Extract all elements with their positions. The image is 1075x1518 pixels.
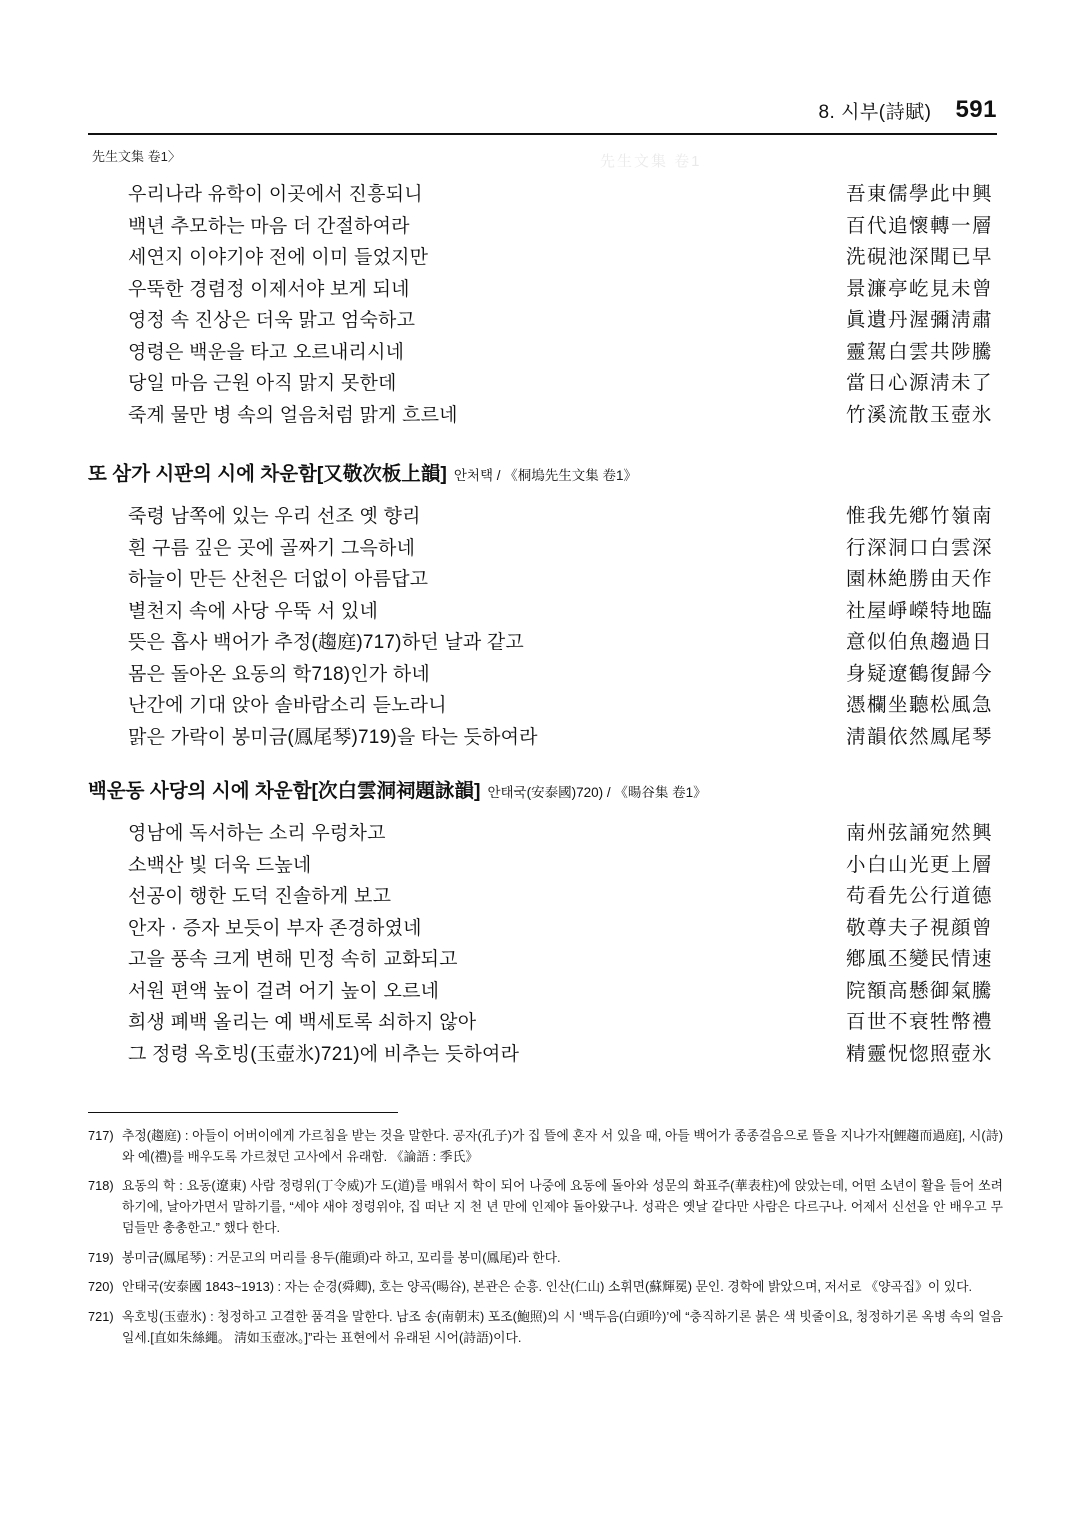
section-heading-korean: 또 삼가 시판의 시에 차운함 — [88, 463, 317, 485]
footnote-number: 721) — [88, 1309, 114, 1325]
couplet-row — [88, 1038, 997, 1070]
hanja-line: 當日心源淸未了 — [845, 372, 993, 394]
footnote-item — [88, 1307, 1003, 1348]
section-heading-hanja: [又敬次板上韻] — [316, 463, 447, 485]
couplet-row — [88, 1006, 997, 1038]
korean-line: 서원 편액 높이 걸려 어기 높이 오르네 — [128, 980, 440, 1002]
footnote-number: 717) — [88, 1128, 114, 1143]
footnote-item — [88, 1176, 1003, 1238]
footnote-text: 옥호빙(玉壺氷) : 청정하고 고결한 품격을 말한다. 남조 송(南朝末) 포조(鮑照)의 시 ‘백두음(白頭吟)’에 “충직하기론 붉은 색 빗줄이요, 청정하기론 옥병 속의 얼음일세.[直如朱絲繩。 淸如玉壺冰。]”라는 표현에서 유래된 시어(詩語)이다. — [122, 1309, 1003, 1345]
korean-line: 몸은 돌아온 요동의 학718)인가 하네 — [128, 663, 430, 685]
korean-line: 세연지 이야기야 전에 이미 들었지만 — [128, 247, 429, 268]
korean-line: 우뚝한 경렴정 이제서야 보게 되네 — [128, 278, 410, 300]
hanja-line: 身疑遼鶴復歸今 — [845, 662, 993, 685]
couplet-list — [88, 178, 997, 430]
footnote-item — [88, 1248, 1003, 1269]
korean-line: 안자 · 증자 보듯이 부자 존경하였네 — [128, 917, 422, 939]
couplet-row — [88, 399, 997, 431]
couplet-row — [88, 532, 997, 564]
couplet-row — [88, 975, 997, 1007]
korean-line: 맑은 가락이 봉미금(鳳尾琴)719)을 타는 듯하여라 — [128, 726, 538, 748]
hanja-line: 敬尊夫子視顔曾 — [845, 916, 993, 939]
footnote-text: 추정(趨庭) : 아들이 어버이에게 가르침을 받는 것을 말한다. 공자(孔子)가 집 뜰에 혼자 서 있을 때, 아들 백어가 종종걸음으로 뜰을 지나가자[鯉趨而過庭], 시(詩)와 예(禮)를 배우도록 가르쳤던 고사에서 유래함. 《論語 : 季氏》 — [122, 1128, 1003, 1164]
poem-section-1 — [88, 178, 997, 430]
hanja-line: 精靈怳惚照壺氷 — [845, 1042, 993, 1065]
footnote-text: 요동의 학 : 요동(遼東) 사람 정령위(丁令威)가 도(道)를 배워서 학이 되어 나중에 요동에 돌아와 성문의 화표주(華表柱)에 앉았는데, 어떤 소년이 활을 들어 쏘려 하기에, 날아가면서 말하기를, “세야 새야 정령위야, 집 떠난 지 천 년 만에 인제야 돌아왔구나. 성곽은 옛날 같다만 사람은 다르구나. 어제서 신선을 안 배우고 무덤들만 총총한고.” 했다 한다. — [122, 1178, 1003, 1235]
korean-line: 소백산 빛 더욱 드높네 — [128, 854, 312, 876]
couplet-list — [88, 817, 997, 1069]
korean-line: 죽령 남쪽에 있는 우리 선조 옛 향리 — [128, 506, 421, 527]
couplet-row — [88, 500, 997, 532]
couplet-row — [88, 336, 997, 368]
footnote-text: 봉미금(鳳尾琴) : 거문고의 머리를 용두(龍頭)라 하고, 꼬리를 봉미(鳳尾)라 한다. — [122, 1249, 561, 1265]
source-tag: 先生文集 卷1〉 — [92, 149, 181, 164]
poem-section-2 — [88, 458, 997, 752]
couplet-row — [88, 304, 997, 336]
footnote-number: 719) — [88, 1249, 114, 1265]
poem-section-3 — [88, 775, 997, 1069]
footnote-item — [88, 1277, 1003, 1298]
hanja-line: 鄕風丕變民情速 — [845, 948, 993, 970]
couplet-list — [88, 500, 997, 752]
couplet-row — [88, 721, 997, 753]
section-heading-meta: 안태국(安泰國)720) / 《暘谷集 卷1》 — [487, 785, 707, 800]
couplet-row — [88, 273, 997, 305]
korean-line: 뜻은 흡사 백어가 추정(趨庭)717)하던 날과 같고 — [128, 632, 524, 653]
page-header — [88, 96, 997, 124]
korean-line: 영정 속 진상은 더욱 맑고 엄숙하고 — [128, 310, 416, 331]
section-heading — [88, 458, 997, 486]
hanja-line: 景濂亭屹見未曾 — [845, 277, 993, 300]
hanja-line: 院額高懸御氣騰 — [845, 979, 993, 1002]
chapter-title: 8. 시부(詩賦) — [818, 102, 932, 123]
couplet-row — [88, 178, 997, 210]
korean-line: 당일 마음 근원 아직 맑지 못한데 — [128, 373, 397, 394]
hanja-line: 園林絶勝由天作 — [845, 568, 993, 590]
footnote-list — [88, 1126, 1003, 1357]
scan-ghost-text: 先生文集 卷1 — [600, 153, 702, 170]
korean-line: 죽계 물만 병 속의 얼음처럼 맑게 흐르네 — [128, 404, 458, 426]
hanja-line: 憑欄坐聽松風急 — [845, 694, 993, 716]
couplet-row — [88, 626, 997, 658]
hanja-line: 南州弦誦宛然興 — [845, 822, 993, 844]
footnote-item — [88, 1126, 1003, 1167]
korean-line: 우리나라 유학이 이곳에서 진흥되니 — [128, 184, 423, 205]
hanja-line: 竹溪流散玉壺氷 — [845, 403, 993, 426]
couplet-row — [88, 367, 997, 399]
couplet-row — [88, 817, 997, 849]
korean-line: 백년 추모하는 마음 더 간절하여라 — [128, 215, 410, 237]
hanja-line: 百世不衰牲幣禮 — [845, 1011, 993, 1033]
couplet-row — [88, 241, 997, 273]
korean-line: 영령은 백운을 타고 오르내리시네 — [128, 341, 405, 363]
korean-line: 난간에 기대 앉아 솔바람소리 듣노라니 — [128, 695, 447, 716]
hanja-line: 意似伯魚趨過日 — [845, 631, 993, 653]
hanja-line: 淸韻依然鳳尾琴 — [845, 725, 993, 748]
section-heading-meta: 안처택 / 《桐塢先生文集 卷1》 — [453, 468, 638, 483]
korean-line: 그 정령 옥호빙(玉壺氷)721)에 비추는 듯하여라 — [128, 1043, 520, 1065]
korean-line: 선공이 행한 도덕 진솔하게 보고 — [128, 886, 392, 907]
hanja-line: 行深洞口白雲深 — [845, 536, 993, 559]
couplet-row — [88, 563, 997, 595]
hanja-line: 靈駕白雲共陟騰 — [845, 340, 993, 363]
hanja-line: 社屋崢嶸特地臨 — [845, 599, 993, 622]
section-heading — [88, 775, 997, 803]
couplet-row — [88, 689, 997, 721]
footnote-text: 안태국(安泰國 1843~1913) : 자는 순경(舜卿), 호는 양곡(暘谷), 본관은 순흥. 인산(仁山) 소휘면(蘇輝冕) 문인. 경학에 밝았으며, 저서로 《양곡집》이 있다. — [122, 1279, 973, 1295]
footnote-number: 718) — [88, 1178, 114, 1194]
couplet-row — [88, 849, 997, 881]
page-number: 591 — [955, 96, 997, 123]
korean-line: 영남에 독서하는 소리 우렁차고 — [128, 823, 386, 844]
hanja-line: 小白山光更上層 — [845, 853, 993, 876]
hanja-line: 吾東儒學此中興 — [845, 183, 993, 205]
korean-line: 희생 폐백 올리는 예 백세토록 쇠하지 않아 — [128, 1012, 477, 1033]
section-heading-hanja: [次白雲洞祠題詠韻] — [311, 780, 481, 802]
couplet-row — [88, 912, 997, 944]
couplet-row — [88, 210, 997, 242]
couplet-row — [88, 943, 997, 975]
couplet-row — [88, 595, 997, 627]
korean-line: 흰 구름 깊은 곳에 골짜기 그윽하네 — [128, 537, 416, 559]
korean-line: 고을 풍속 크게 변해 민정 속히 교화되고 — [128, 949, 458, 970]
hanja-line: 洗硯池深聞已早 — [845, 246, 993, 268]
couplet-row — [88, 658, 997, 690]
korean-line: 별천지 속에 사당 우뚝 서 있네 — [128, 600, 379, 622]
section-heading-korean: 백운동 사당의 시에 차운함 — [88, 780, 312, 802]
couplet-row — [88, 880, 997, 912]
hanja-line: 百代追懷轉一層 — [845, 214, 993, 237]
footnote-divider — [88, 1112, 398, 1113]
hanja-line: 眞遺丹渥彌淸肅 — [845, 309, 993, 331]
hanja-line: 苟看先公行道德 — [845, 885, 993, 907]
korean-line: 하늘이 만든 산천은 더없이 아름답고 — [128, 569, 429, 590]
hanja-line: 惟我先鄕竹嶺南 — [845, 505, 993, 527]
header-divider — [88, 133, 997, 135]
footnote-number: 720) — [88, 1279, 114, 1295]
